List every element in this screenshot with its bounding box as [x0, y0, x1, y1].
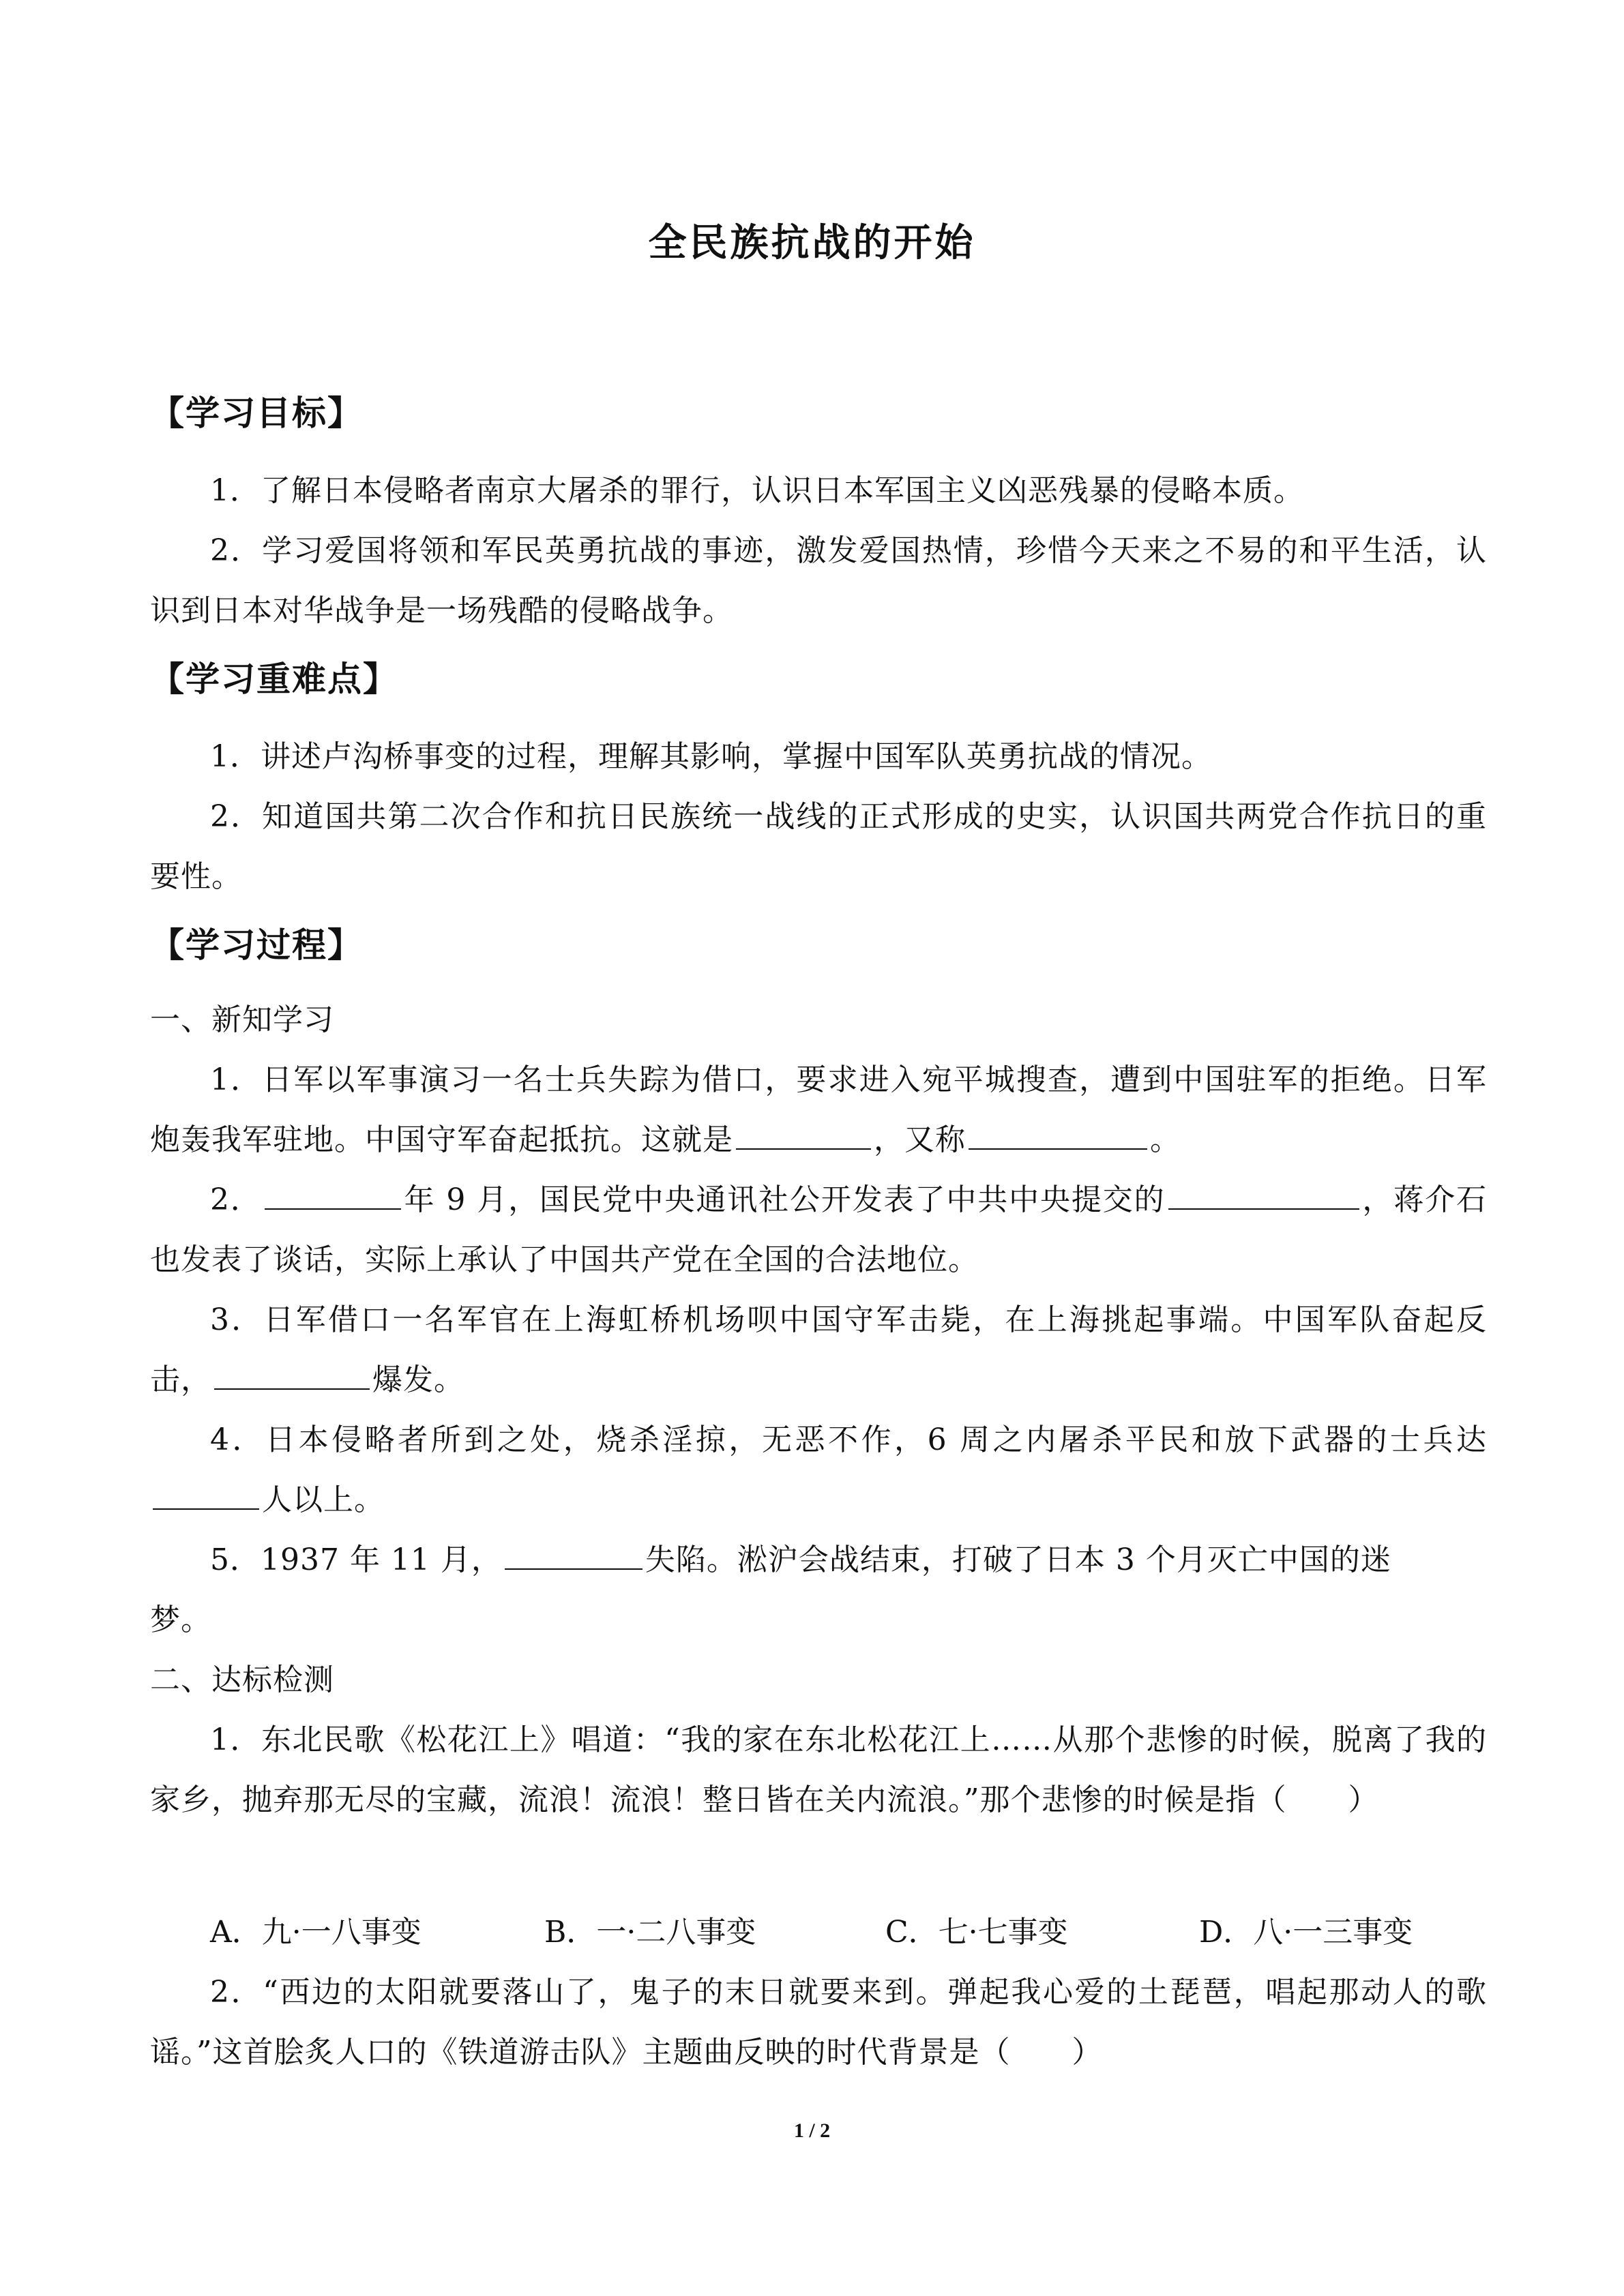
section-heading-key-points: 【学习重难点】 [150, 659, 398, 699]
answer-blank[interactable] [153, 1477, 259, 1510]
option-b[interactable]: B．一·二八事变 [544, 1915, 756, 1950]
page-number: 1 / 2 [793, 2119, 831, 2142]
fill-question-4-text-b: 人以上。 [262, 1482, 385, 1517]
option-a[interactable]: A．九·一八事变 [210, 1915, 422, 1950]
fill-question-2-text-a: 2． [210, 1182, 262, 1217]
answer-blank[interactable] [1168, 1177, 1359, 1210]
fill-question-3-text-a: 3．日军借口一名军官在上海虹桥机场呗中国守军击毙，在上海挑起事端。中国军队奋起反击， [150, 1302, 1487, 1397]
subsection-heading-new-knowledge: 一、新知学习 [150, 1002, 334, 1037]
answer-blank[interactable] [505, 1537, 643, 1570]
key-point-item-1: 1．讲述卢沟桥事变的过程，理解其影响，掌握中国军队英勇抗战的情况。 [210, 739, 1212, 774]
fill-question-1 [150, 1050, 1487, 1170]
answer-blank[interactable] [736, 1117, 871, 1150]
choice-question-1: 1．东北民歌《松花江上》唱道：“我的家在东北松花江上……从那个悲惨的时候，脱离了我的家乡，抛弃那无尽的宝藏，流浪！流浪！整日皆在关内流浪。”那个悲惨的时候是指（ ） [150, 1723, 1487, 1817]
goal-item-1: 1．了解日本侵略者南京大屠杀的罪行，认识日本军国主义凶恶残暴的侵略本质。 [210, 473, 1304, 508]
choice-question-1-options [210, 1903, 1492, 1963]
fill-question-4 [150, 1410, 1487, 1530]
fill-question-3-text-b: 爆发。 [372, 1362, 464, 1397]
answer-blank[interactable] [214, 1357, 370, 1390]
option-c[interactable]: C．七·七事变 [885, 1915, 1068, 1950]
fill-question-4-text-a: 4．日本侵略者所到之处，烧杀淫掠，无恶不作，6 周之内屠杀平民和放下武器的士兵达 [210, 1422, 1487, 1457]
fill-question-1-text-c: 。 [1150, 1122, 1181, 1157]
key-point-item-2: 2．知道国共第二次合作和抗日民族统一战线的正式形成的史实，认识国共两党合作抗日的重要性。 [150, 799, 1487, 894]
fill-question-5 [150, 1530, 1487, 1590]
fill-question-5-text-b: 失陷。淞沪会战结束，打破了日本 3 个月灭亡中国的迷 [645, 1542, 1391, 1577]
subsection-heading-assessment: 二、达标检测 [150, 1663, 334, 1697]
fill-question-1-text-a: 1．日军以军事演习一名士兵失踪为借口，要求进入宛平城搜查，遭到中国驻军的拒绝。日军炮轰我军驻地。中国守军奋起抵抗。这就是 [150, 1062, 1487, 1157]
fill-question-3 [150, 1290, 1487, 1410]
fill-question-2 [150, 1170, 1487, 1290]
answer-blank[interactable] [265, 1177, 401, 1210]
fill-question-5-continuation: 梦。 [150, 1602, 211, 1637]
option-d[interactable]: D．八·一三事变 [1199, 1915, 1413, 1950]
fill-question-1-text-b: ，又称 [874, 1122, 966, 1157]
page-title: 全民族抗战的开始 [648, 221, 976, 265]
fill-question-2-text-b: 年 9 月，国民党中央通讯社公开发表了中共中央提交的 [403, 1182, 1166, 1217]
fill-question-2-text-c: ，蒋介石也发表了谈话，实际上承认了中国共产党在全国的合法地位。 [150, 1182, 1488, 1277]
fill-question-5-text-a: 5．1937 年 11 月， [210, 1542, 502, 1577]
choice-question-2: 2．“西边的太阳就要落山了，鬼子的末日就要来到。弹起我心爱的土琵琶，唱起那动人的歌谣。”这首脍炙人口的《铁道游击队》主题曲反映的时代背景是（ ） [150, 1975, 1487, 2070]
section-heading-goals: 【学习目标】 [150, 393, 363, 433]
answer-blank[interactable] [969, 1117, 1147, 1150]
section-heading-process: 【学习过程】 [150, 925, 363, 965]
goal-item-2: 2．学习爱国将领和军民英勇抗战的事迹，激发爱国热情，珍惜今天来之不易的和平生活，认识到日本对华战争是一场残酷的侵略战争。 [150, 533, 1487, 628]
